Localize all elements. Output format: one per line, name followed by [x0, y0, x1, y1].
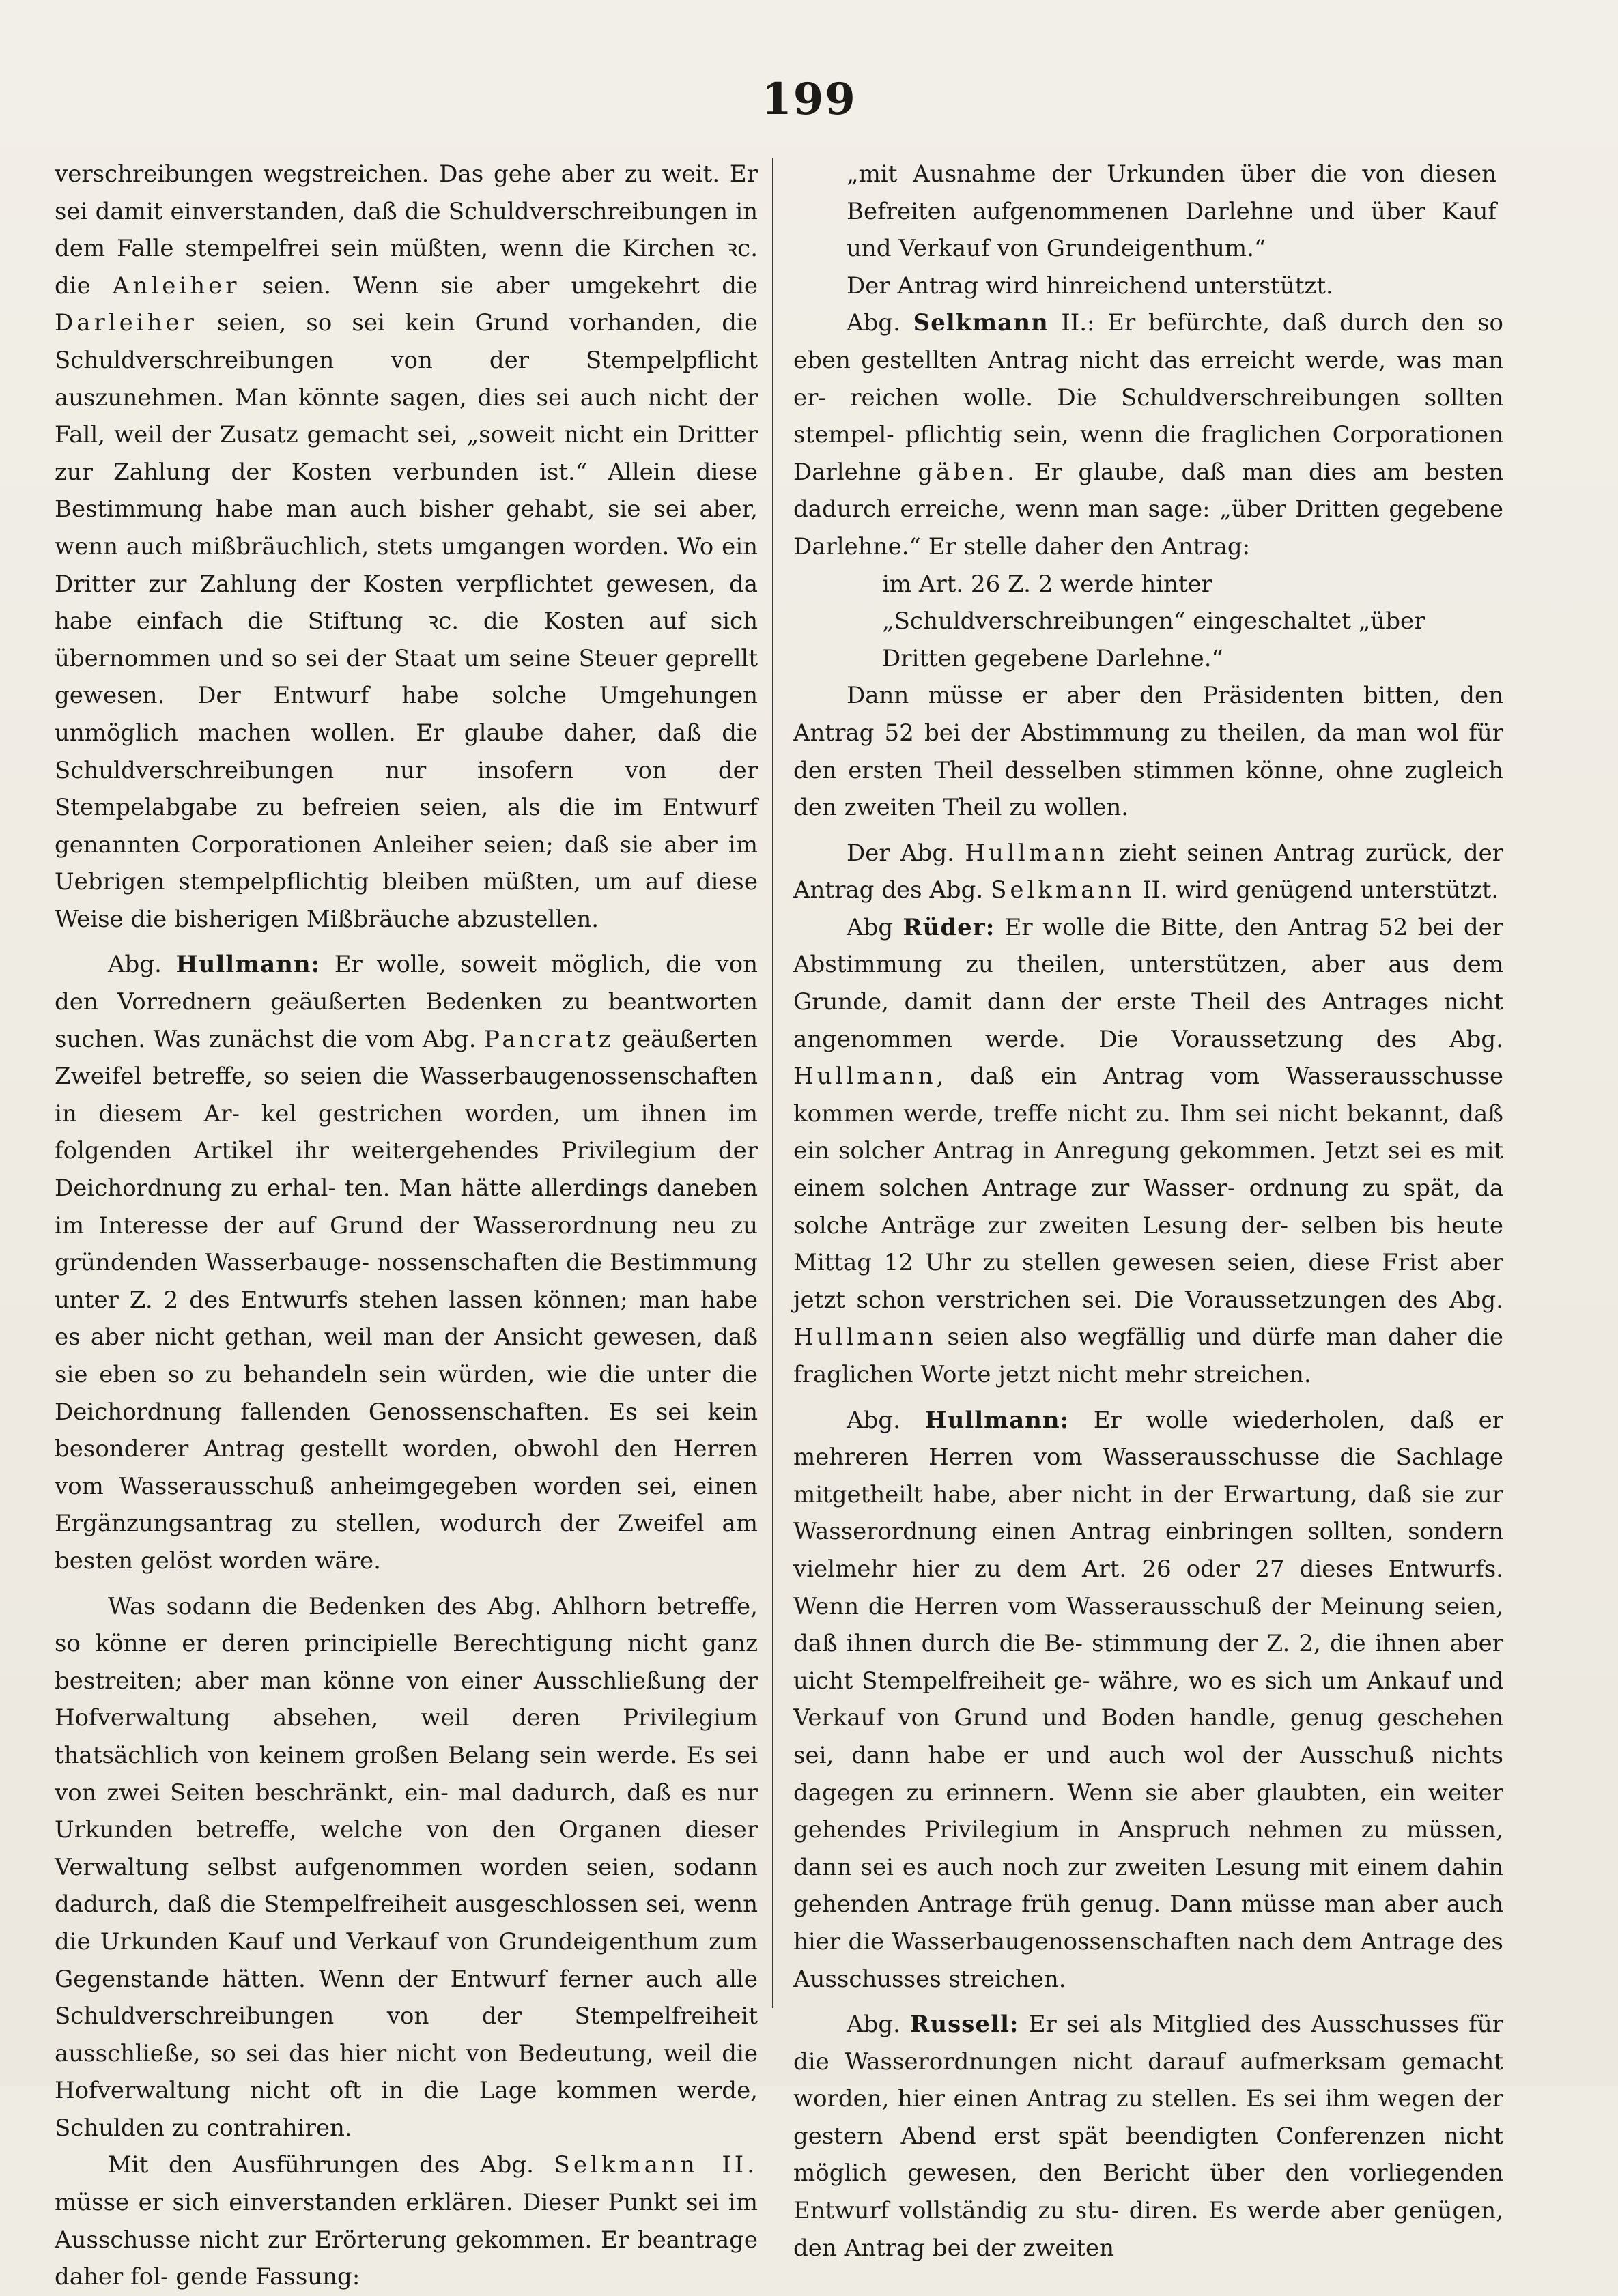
quoted-motion: „mit Ausnahme der Urkunden über die von diesen Befreiten aufgenommenen Darlehne und über Kauf und Verkauf von Grundeigenthum.“	[847, 160, 1496, 263]
paragraph: Was sodann die Bedenken des Abg. Ahlhorn betreffe, so könne er deren principielle Berechtigung nicht ganz bestreiten; aber man könne von einer Ausschließung der Hofverwaltung absehen, weil deren Privilegium thatsächlich von keinem großen Belang sein werde. Es sei von zwei Seiten beschränkt, ein- mal dadurch, daß es nur Urkunden betreffe, welche von den Organen dieser Verwaltung selbst aufgenommen worden seien, sodann dadurch, daß die Stempelfreiheit ausgeschlossen sei, wenn die Urkunden Kauf und Verkauf von Grundeigenthum zum Gegenstande hätten. Wenn der Entwurf ferner auch alle Schuldverschreibungen von der Stempelfreiheit ausschließe, so sei das hier nicht von Bedeutung, weil die Hofverwaltung nicht oft in die Lage kommen werde, Schulden zu contrahiren.	[55, 1592, 758, 2142]
paragraph: Abg Rüder: Er wolle die Bitte, den Antrag 52 bei der Abstimmung zu theilen, unterstützen, aber aus dem Grunde, damit dann der erste Theil des Antrages nicht angenommen werde. Die Voraussetzung des Abg. Hullmann, daß ein Antrag vom Wasserausschusse kommen werde, treffe nicht zu. Ihm sei nicht bekannt, daß ein solcher Antrag in Anregung gekommen. Jetzt sei es mit einem solchen Antrage zur Wasser- ordnung zu spät, da solche Anträge zur zweiten Lesung der- selben bis heute Mittag 12 Uhr zu stellen gewesen seien, diese Frist aber jetzt schon verstrichen sei. Die Voraussetzungen des Abg. Hullmann seien also wegfällig und dürfe man daher die fraglichen Worte jetzt nicht mehr streichen.	[793, 913, 1503, 1388]
speaker-name: Selkmann	[913, 309, 1049, 337]
paragraph: Abg. Russell: Er sei als Mitglied des Ausschusses für die Wasserordnungen nicht darauf aufmerksam gemacht worden, hier einen Antrag zu stellen. Es sei ihm wegen der gestern Abend erst spät beendigten Conferenzen nicht möglich gewesen, den Bericht über den vorliegenden Entwurf vollständig zu stu- diren. Es werde aber genügen, den Antrag bei der zweiten	[793, 2011, 1503, 2262]
quoted-motion: im Art. 26 Z. 2 werde hinter „Schuldverschreibungen“ eingeschaltet „über Dritten gegebene Darlehne.“	[882, 570, 1425, 672]
paragraph: Abg. Selkmann II.: Er befürchte, daß durch den so eben gestellten Antrag nicht das erreicht werde, was man er- reichen wolle. Die Schuldverschreibungen sollten stempel- pflichtig sein, wenn die fraglichen Corporationen Darlehne gäben. Er glaube, daß man dies am besten dadurch erreiche, wenn man sage: „über Dritten gegebene Darlehne.“ Er stelle daher den Antrag:	[793, 309, 1503, 560]
paragraph: Mit den Ausführungen des Abg. Selkmann II. müsse er sich einverstanden erklären. Dieser Punkt sei im Ausschusse nicht zur Erörterung gekommen. Er beantrage daher fol- gende Fassung:	[55, 2151, 758, 2291]
page-number: 199	[761, 74, 857, 125]
speaker-name: Hullmann:	[924, 1406, 1070, 1434]
paragraph: Der Abg. Hullmann zieht seinen Antrag zurück, der Antrag des Abg. Selkmann II. wird genügend unterstützt.	[793, 839, 1503, 904]
speaker-name: Hullmann:	[175, 951, 321, 979]
paragraph: verschreibungen wegstreichen. Das gehe aber zu weit. Er sei damit einverstanden, daß die Schuldverschreibungen in dem Falle stempelfrei sein müßten, wenn die Kirchen ꝛc. die Anleiher seien. Wenn sie aber umgekehrt die Darleiher seien, so sei kein Grund vorhanden, die Schuldverschreibungen von der Stempelpflicht auszunehmen. Man könnte sagen, dies sei auch nicht der Fall, weil der Zusatz gemacht sei, „soweit nicht ein Dritter zur Zahlung der Kosten verbunden ist.“ Allein diese Bestimmung habe man auch bisher gehabt, sie sei aber, wenn auch mißbräuchlich, stets umgangen worden. Wo ein Dritter zur Zahlung der Kosten verpflichtet gewesen, da habe einfach die Stiftung ꝛc. die Kosten auf sich übernommen und so sei der Staat um seine Steuer geprellt gewesen. Der Entwurf habe solche Umgehungen unmöglich machen wollen. Er glaube daher, daß die Schuldverschreibungen nur insofern von der Stempelabgabe zu befreien seien, als die im Entwurf genannten Corporationen Anleiher seien; daß sie aber im Uebrigen stempelpflichtig bleiben müßten, um auf diese Weise die bisherigen Mißbräuche abzustellen.	[55, 160, 758, 933]
paragraph: Dann müsse er aber den Präsidenten bitten, den Antrag 52 bei der Abstimmung zu theilen, da man wol für den ersten Theil desselben stimmen könne, ohne zugleich den zweiten Theil zu wollen.	[793, 682, 1503, 822]
right-column	[793, 156, 1503, 2267]
column-divider	[772, 158, 773, 2008]
paragraph: Abg. Hullmann: Er wolle, soweit möglich, die von den Vorrednern geäußerten Bedenken zu beantworten suchen. Was zunächst die vom Abg. Pancratz geäußerten Zweifel betreffe, so seien die Wasserbaugenossenschaften in diesem Ar- kel gestrichen worden, um ihnen im folgenden Artikel ihr weitergehendes Privilegium der Deichordnung zu erhal- ten. Man hätte allerdings daneben im Interesse der auf Grund der Wasserordnung neu zu gründenden Wasserbauge- nossenschaften die Bestimmung unter Z. 2 des Entwurfs stehen lassen können; man habe es aber nicht gethan, weil man der Ansicht gewesen, daß sie eben so zu behandeln sein würden, wie die unter die Deichordnung fallenden Genossenschaften. Es sei kein besonderer Antrag gestellt worden, obwohl den Herren vom Wasserausschuß anheimgegeben worden sei, einen Ergänzungsantrag zu stellen, wodurch der Zweifel am besten gelöst worden wäre.	[55, 951, 758, 1575]
speaker-name: Russell:	[910, 2011, 1019, 2039]
speaker-name: Rüder:	[903, 913, 995, 941]
paragraph: Der Antrag wird hinreichend unterstützt.	[847, 272, 1333, 300]
paragraph: Abg. Hullmann: Er wolle wiederholen, daß er mehreren Herren vom Wasserausschusse die Sachlage mitgetheilt habe, aber nicht in der Erwartung, daß sie zur Wasserordnung einen Antrag einbringen sollten, sondern vielmehr hier zu dem Art. 26 oder 27 dieses Entwurfs. Wenn die Herren vom Wasserausschuß der Meinung seien, daß ihnen durch die Be- stimmung der Z. 2, die ihnen aber uicht Stempelfreiheit ge- währe, wo es sich um Ankauf und Verkauf von Grund und Boden handle, genug geschehen sei, dann habe er und auch wol der Ausschuß nichts dagegen zu erinnern. Wenn sie aber glaubten, ein weiter gehendes Privilegium in Anspruch nehmen zu müssen, dann sei es auch noch zur zweiten Lesung mit einem dahin gehenden Antrage früh genug. Dann müsse man aber auch hier die Wasserbaugenossenschaften nach dem Antrage des Ausschusses streichen.	[793, 1406, 1503, 1993]
left-column	[55, 156, 758, 2296]
